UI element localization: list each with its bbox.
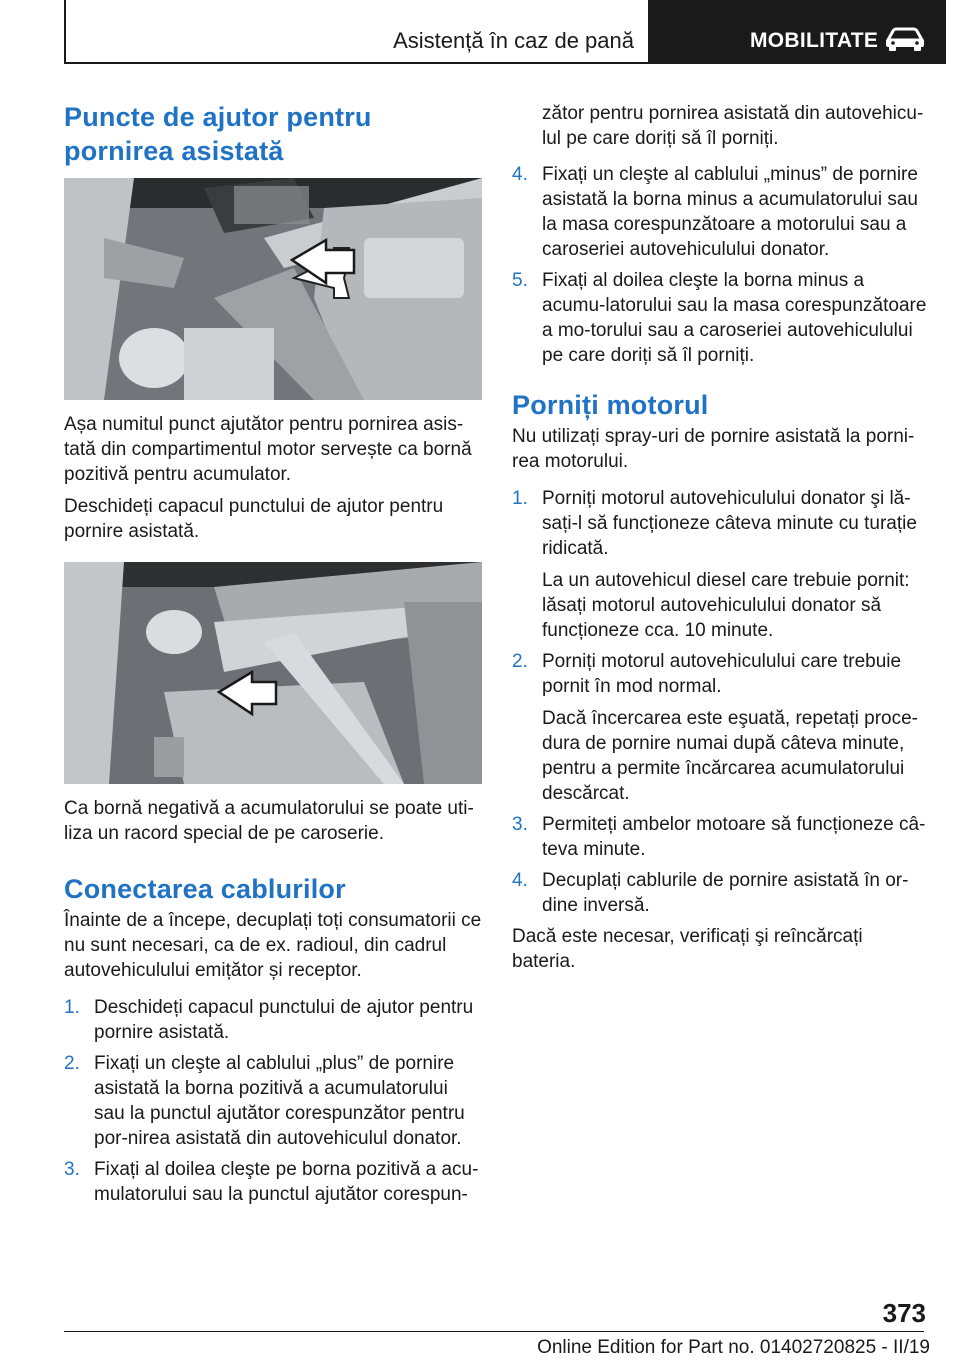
step-text: Fixați al doilea cleşte la borna minus a acumu-latorului sau la masa corespunzătoare a mo-torului sau a caroseriei autovehiculului pe care doriți să îl porniți. [542, 270, 927, 366]
page-number: 373 [882, 1298, 926, 1328]
step-number: 4. [512, 164, 528, 185]
step-number: 5. [512, 270, 528, 291]
list-item [512, 649, 930, 806]
car-icon [884, 26, 926, 52]
step-text: Permiteți ambelor motoare să funcționeze câ-teva minute. [542, 814, 926, 860]
list-item [64, 1051, 482, 1151]
step-text: Decuplați cablurile de pornire asistată în or-dine inversă. [542, 870, 909, 916]
engine-photo-1-graphic [64, 178, 482, 400]
heading-connecting-cables: Conectarea cablurilor [64, 874, 346, 904]
list-item [512, 486, 930, 643]
step-text: Fixați al doilea cleşte pe borna pozitivă a acu-mulatorului sau la punctul ajutător corespun- [94, 1159, 479, 1205]
engine-photo-2-graphic [64, 562, 482, 784]
engine-bay-positive-terminal-image [64, 178, 482, 400]
step-number: 1. [64, 997, 80, 1018]
start-engine-steps-list [512, 486, 930, 918]
paragraph-positive-terminal: Așa numitul punct ajutător pentru pornirea asis-tată din compartimentul motor servește ca bornă pozitivă pentru acumulator. [64, 414, 472, 485]
step-3-continuation: zător pentru pornirea asistată din autovehicu-lul pe care doriți să îl porniți. [542, 103, 924, 149]
list-item [64, 995, 482, 1045]
paragraph-check-battery: Dacă este necesar, verificați şi reîncărcați bateria. [512, 926, 863, 972]
heading-jump-start-points: Puncte de ajutor pentru pornirea asistată [64, 102, 372, 166]
step-text: Fixați un cleşte al cablului „plus” de pornire asistată la borna pozitivă a acumulatorului sau la punctul ajutător corespunzător pentru por-nirea asistată din autovehiculul donator. [94, 1053, 465, 1149]
paragraph-negative-terminal: Ca bornă negativă a acumulatorului se poate uti-liza un racord special de pe caroserie. [64, 798, 474, 844]
list-item [512, 162, 930, 262]
step-text: Fixați un cleşte al cablului „minus” de pornire asistată la borna minus a acumulatorului sau la masa corespunzătoare a motorului sau a caroseriei autovehiculului donator. [542, 164, 918, 260]
step-text: Porniți motorul autovehiculului donator şi lă-sați-l să funcționeze câteva minute cu turație ridicată. [542, 488, 917, 559]
step-text: Porniți motorul autovehiculului care trebuie pornit în mod normal. [542, 651, 902, 697]
paragraph-open-cover: Deschideți capacul punctului de ajutor pentru pornire asistată. [64, 496, 444, 542]
list-item [64, 1157, 482, 1207]
list-item [512, 268, 930, 368]
step-number: 3. [64, 1159, 80, 1180]
cable-steps-list-right [512, 162, 930, 368]
header-section-box [64, 0, 650, 64]
step-number: 2. [512, 651, 528, 672]
footer-divider [64, 1331, 924, 1332]
section-title: Asistență în caz de pană [393, 28, 634, 53]
list-item [512, 812, 930, 862]
step-text: Deschideți capacul punctului de ajutor pentru pornire asistată. [94, 997, 474, 1043]
footer-edition: Online Edition for Part no. 01402720825 - II/19 [537, 1337, 930, 1358]
step-number: 4. [512, 870, 528, 891]
step-note: Dacă încercarea este eşuată, repetați proce-dura de pornire numai după câteva minute, pentru a permite încărcarea acumulatorului descărcat. [542, 708, 918, 804]
list-item [512, 868, 930, 918]
right-column [512, 101, 930, 974]
step-number: 2. [64, 1053, 80, 1074]
step-number: 1. [512, 488, 528, 509]
step-number: 3. [512, 814, 528, 835]
heading-start-engine: Porniți motorul [512, 390, 709, 420]
step-note: La un autovehicul diesel care trebuie pornit: lăsați motorul autovehiculului donator să funcționeze cca. 10 minute. [542, 570, 910, 641]
chapter-title: MOBILITATE [750, 29, 879, 52]
engine-bay-ground-point-image [64, 562, 482, 784]
left-column [64, 100, 482, 1213]
cable-steps-list-left [64, 995, 482, 1207]
paragraph-no-spray: Nu utilizați spray-uri de pornire asistată la porni-rea motorului. [512, 426, 915, 472]
paragraph-before-start: Înainte de a începe, decuplați toți consumatorii ce nu sunt necesari, ca de ex. radioul, din cadrul autovehiculului emițător și receptor. [64, 910, 482, 981]
chapter-tab[interactable] [650, 0, 946, 64]
